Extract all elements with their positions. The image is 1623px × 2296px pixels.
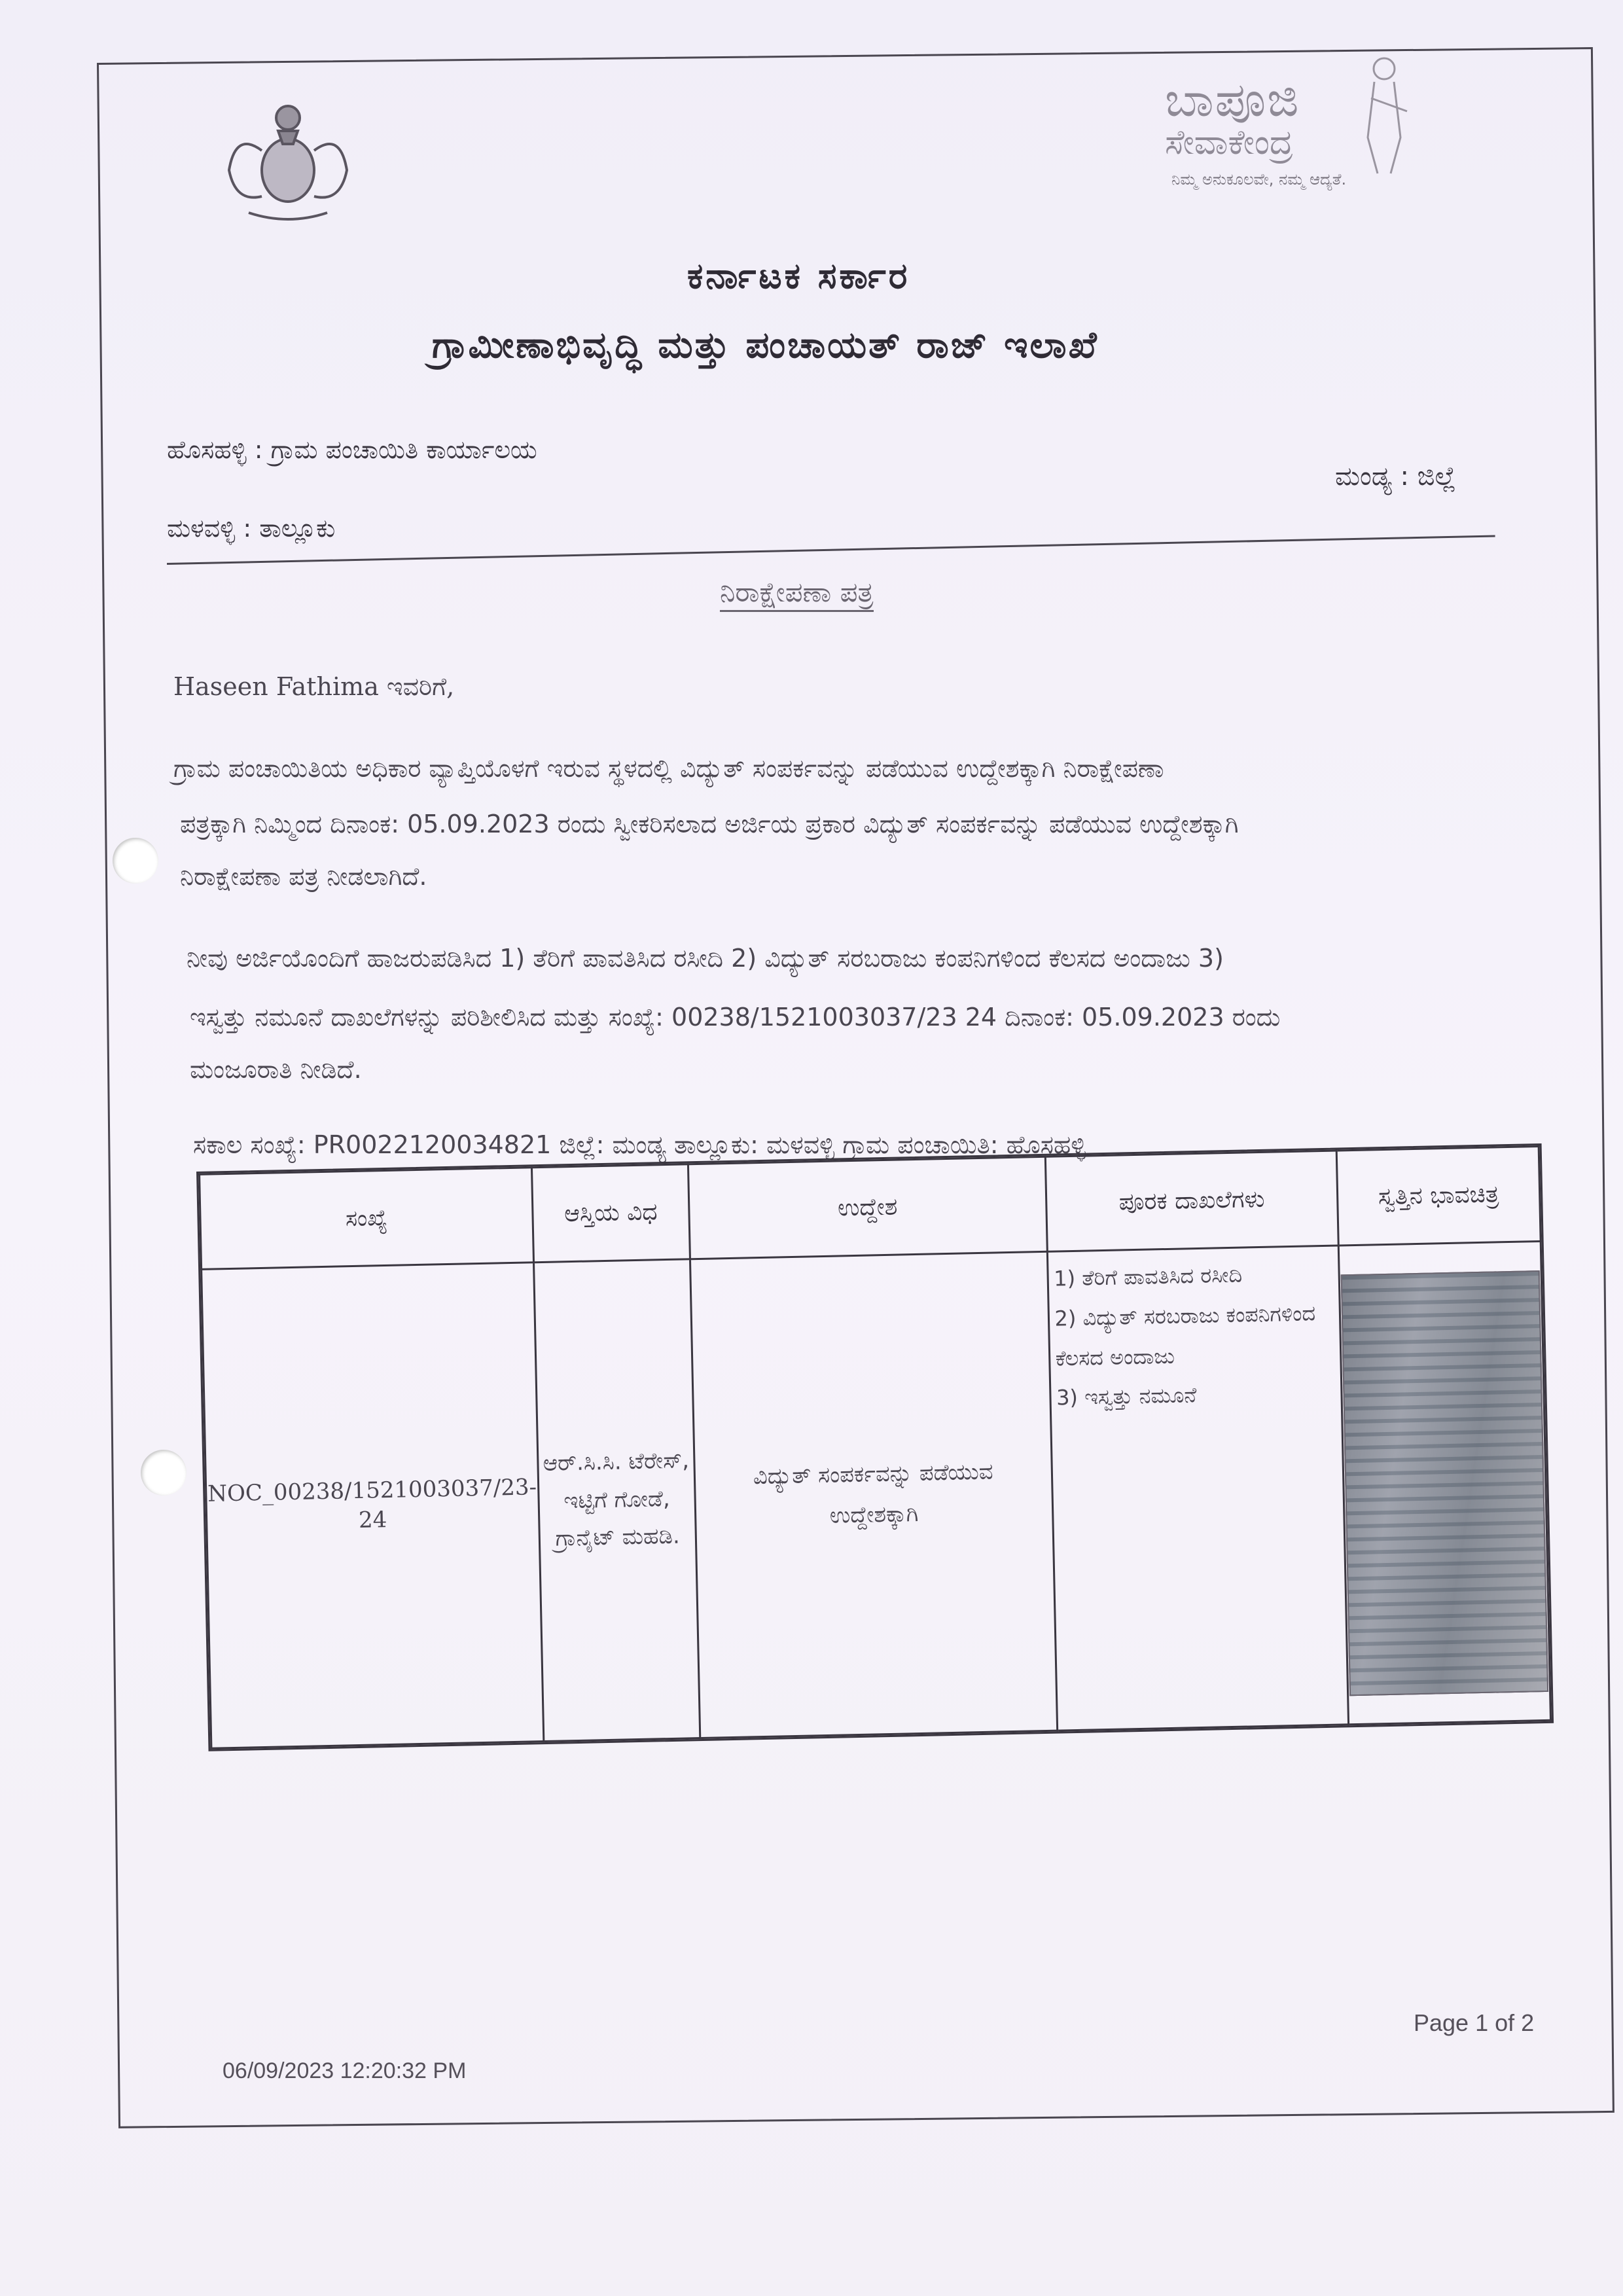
paragraph2-line1: ನೀವು ಅರ್ಜಿಯೊಂದಿಗೆ ಹಾಜರುಪಡಿಸಿದ 1) ತೆರಿಗೆ ಪಾವತಿಸಿದ ರಸೀದಿ 2) ವಿದ್ಯುತ್ ಸರಬರಾಜು ಕಂಪನಿಗಳಿಂದ ಕೆಲಸದ ಅಂದಾಜು 3) xyxy=(187,944,1224,973)
paragraph1-line1: ಗ್ರಾಮ ಪಂಚಾಯಿತಿಯ ಅಧಿಕಾರ ವ್ಯಾಪ್ತಿಯೊಳಗೆ ಇರುವ ಸ್ಥಳದಲ್ಲಿ ವಿದ್ಯುತ್ ಸಂಪರ್ಕವನ್ನು ಪಡೆಯುವ ಉದ್ದೇಶಕ್ಕಾಗಿ ನಿರಾಕ್ಷೇಪಣಾ xyxy=(173,754,1164,783)
logo-title: ಬಾಪೂಜಿ xyxy=(1165,72,1300,127)
district-label: ಮಂಡ್ಯ : ಜಿಲ್ಲೆ xyxy=(1335,461,1456,492)
paragraph1-line2: ಪತ್ರಕ್ಕಾಗಿ ನಿಮ್ಮಿಂದ ದಿನಾಂಕ: 05.09.2023 ರಂದು ಸ್ವೀಕರಿಸಲಾದ ಅರ್ಜಿಯ ಪ್ರಕಾರ ವಿದ್ಯುತ್ ಸಂಪರ್ಕವನ್ನು ಪಡೆಯುವ ಉದ್ದೇಶಕ್ಕಾಗಿ xyxy=(180,810,1239,838)
paragraph1-line3: ನಿರಾಕ್ಷೇಪಣಾ ಪತ್ರ ನೀಡಲಾಗಿದೆ. xyxy=(180,862,427,891)
logo-subtitle: ಸೇವಾಕೇಂದ್ರ xyxy=(1165,123,1293,162)
taluk-label: ಮಳವಳ್ಳಿ : ತಾಲ್ಲೂಕು xyxy=(167,514,336,543)
property-type: ಆರ್.ಸಿ.ಸಿ. ಟೆರೇಸ್, ಇಟ್ಟಿಗೆ ಗೋಡೆ, ಗ್ರಾನೈಟ್ ಮಹಡಿ. xyxy=(533,1259,700,1742)
document-title: ನಿರಾಕ್ಷೇಪಣಾ ಪತ್ರ xyxy=(720,576,874,612)
property-photo xyxy=(1341,1270,1548,1696)
header-documents: ಪೂರಕ ದಾಖಲೆಗಳು xyxy=(1045,1151,1338,1251)
punch-hole xyxy=(141,1450,187,1496)
sakala-line: ಸಕಾಲ ಸಂಖ್ಯೆ: PR0022120034821 ಜಿಲ್ಲೆ: ಮಂಡ್ಯ ತಾಲ್ಲೂಕು: ಮಳವಳ್ಳಿ ಗ್ರಾಮ ಪಂಚಾಯಿತಿ: ಹೊಸಹಳ್ಳಿ xyxy=(193,1130,1086,1159)
bapuji-seva-kendra-logo xyxy=(1152,52,1427,203)
paragraph2-line2: ಇಸ್ವತ್ತು ನಮೂನೆ ದಾಖಲೆಗಳನ್ನು ಪರಿಶೀಲಿಸಿದ ಮತ್ತು ಸಂಖ್ಯೆ: 00238/1521003037/23 24 ದಿನಾಂಕ: 05.09.2023 ರಂದು xyxy=(190,1003,1281,1031)
logo-tagline: ನಿಮ್ಮ ಅನುಕೂಲವೇ, ನಮ್ಮ ಆದ್ಯತೆ. xyxy=(1171,170,1347,188)
table-row xyxy=(202,1242,1551,1749)
page-number: Page 1 of 2 xyxy=(1414,2009,1535,2036)
header-purpose: ಉದ್ದೇಶ xyxy=(688,1157,1046,1259)
gandhi-figure-icon xyxy=(1348,52,1420,177)
document-item: 1) ತೆರಿಗೆ ಪಾವತಿಸಿದ ರಸೀದಿ xyxy=(1053,1262,1243,1291)
state-emblem-icon xyxy=(209,92,366,229)
panchayat-office: ಹೊಸಹಳ್ಳಿ : ಗ್ರಾಮ ಪಂಚಾಯಿತಿ ಕಾರ್ಯಾಲಯ xyxy=(167,435,537,464)
header-property-type: ಆಸ್ತಿಯ ವಿಧ xyxy=(531,1164,690,1263)
paragraph2-line3: ಮಂಜೂರಾತಿ ನೀಡಿದೆ. xyxy=(190,1055,362,1084)
property-photo-cell xyxy=(1338,1242,1550,1725)
department-title: ಗ್ರಾಮೀಣಾಭಿವೃದ್ಧಿ ಮತ್ತು ಪಂಚಾಯತ್ ರಾಜ್ ಇಲಾಖೆ xyxy=(432,324,1099,367)
government-title: ಕರ್ನಾಟಕ ಸರ್ಕಾರ xyxy=(687,255,910,296)
punch-hole xyxy=(113,838,158,884)
salutation: Haseen Fathima ಇವರಿಗೆ, xyxy=(173,672,455,701)
supporting-documents xyxy=(1047,1246,1349,1731)
header-number: ಸಂಖ್ಯೆ xyxy=(200,1168,534,1270)
header-photo: ಸ್ವತ್ತಿನ ಭಾವಚಿತ್ರ xyxy=(1336,1147,1541,1246)
noc-number: NOC_00238/1521003037/23-24 xyxy=(202,1263,544,1748)
noc-table xyxy=(196,1143,1554,1751)
document-item: 3) ಇಸ್ವತ್ತು ನಮೂನೆ xyxy=(1056,1382,1197,1410)
print-timestamp: 06/09/2023 12:20:32 PM xyxy=(223,2058,467,2083)
document-item: 2) ವಿದ್ಯುತ್ ಸರಬರಾಜು ಕಂಪನಿಗಳಿಂದ ಕೆಲಸದ ಅಂದಾಜು xyxy=(1054,1300,1316,1371)
purpose: ವಿದ್ಯುತ್ ಸಂಪರ್ಕವನ್ನು ಪಡೆಯುವ ಉದ್ದೇಶಕ್ಕಾಗಿ xyxy=(690,1251,1057,1738)
